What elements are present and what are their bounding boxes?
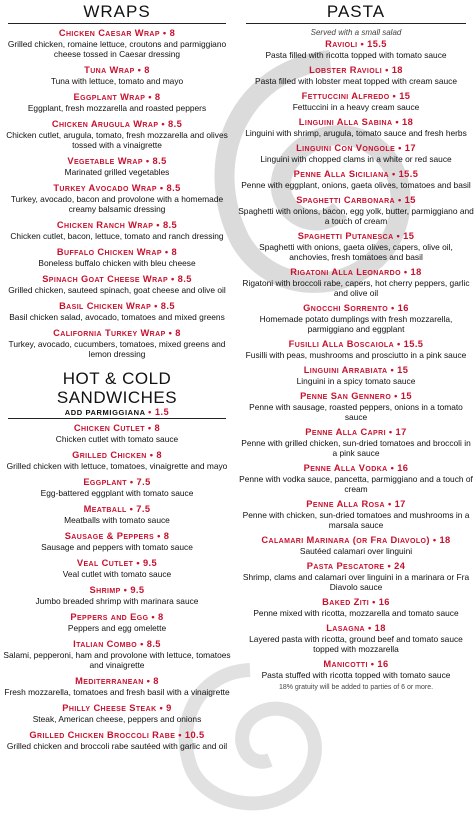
menu-item-name: Peppers and Egg • 8 <box>70 612 164 622</box>
pasta-list <box>238 39 474 680</box>
menu-item-name: Chicken Caesar Wrap • 8 <box>58 28 176 38</box>
menu-item <box>238 535 474 556</box>
menu-item-name: Turkey Avocado Wrap • 8.5 <box>53 183 181 193</box>
menu-item-description: Grilled chicken, romaine lettuce, croutons and parmiggiano cheese tossed in Caesar dressing <box>7 39 227 59</box>
menu-item <box>0 612 234 633</box>
menu-item-name: Mediterranean • 8 <box>75 676 159 686</box>
menu-item <box>0 477 234 498</box>
menu-item-description: Penne with grilled chicken, sun-dried tomatoes and broccoli in a pink sauce <box>241 438 471 458</box>
menu-item-description: Jumbo breaded shrimp with marinara sauce <box>35 596 199 606</box>
menu-item <box>238 499 474 530</box>
sandwiches-header <box>0 369 234 418</box>
parmiggiana-label: ADD PARMIGGIANA <box>64 408 146 417</box>
menu-item-description: Basil chicken salad, avocado, tomatoes and mixed greens <box>9 312 225 322</box>
menu-item <box>0 156 234 177</box>
menu-item-name: Penne Alla Siciliana • 15.5 <box>293 169 419 179</box>
right-column <box>238 0 474 691</box>
menu-item-name: Calamari Marinara (or Fra Diavolo) • 18 <box>261 535 451 545</box>
menu-item <box>238 143 474 164</box>
menu-item-name: Tuna Wrap • 8 <box>84 65 150 75</box>
wraps-list <box>0 28 234 359</box>
menu-item-description: Steak, American cheese, peppers and onions <box>32 714 202 724</box>
menu-item <box>238 65 474 86</box>
menu-item-name: Vegetable Wrap • 8.5 <box>67 156 167 166</box>
menu-item-description: Grilled chicken, sauteed spinach, goat cheese and olive oil <box>8 285 226 295</box>
menu-item-name: Linguini Con Vongole • 17 <box>296 143 416 153</box>
menu-item-description: Spaghetti with onions, gaeta olives, capers, olive oil, anchovies, fresh tomatoes and basil <box>259 242 453 262</box>
menu-item-name: Penne Alla Rosa • 17 <box>306 499 406 509</box>
left-column <box>0 0 234 751</box>
wraps-divider <box>8 23 226 24</box>
menu-item <box>0 423 234 444</box>
parmiggiana-price: • 1.5 <box>148 407 170 417</box>
menu-item-name: Shrimp • 9.5 <box>89 585 145 595</box>
menu-item-description: Grilled chicken with lettuce, tomatoes, vinaigrette and mayo <box>6 461 228 471</box>
menu-item-name: Pasta Pescatore • 24 <box>306 561 406 571</box>
menu-item-description: Pasta stuffed with ricotta topped with tomato sauce <box>261 670 451 680</box>
menu-item <box>0 119 234 150</box>
menu-item-description: Sausage and peppers with tomato sauce <box>41 542 193 552</box>
pasta-divider <box>246 23 466 24</box>
menu-item-description: Eggplant, fresh mozzarella and roasted peppers <box>27 103 207 113</box>
menu-item <box>238 39 474 60</box>
menu-item <box>238 267 474 298</box>
menu-item-name: Veal Cutlet • 9.5 <box>76 558 158 568</box>
menu-item-description: Linguini in a spicy tomato sauce <box>296 376 416 386</box>
menu-item-name: Fettuccini Alfredo • 15 <box>301 91 411 101</box>
menu-item-description: Rigatoni with broccoli rabe, capers, hot cherry peppers, garlic and olive oil <box>242 278 470 298</box>
menu-item <box>0 28 234 59</box>
gratuity-footnote: 18% gratuity will be added to parties of 6 or more. <box>278 684 434 691</box>
menu-item <box>238 365 474 386</box>
menu-item-description: Peppers and egg omelette <box>67 623 167 633</box>
menu-item-description: Marinated grilled vegetables <box>64 167 170 177</box>
menu-item <box>238 623 474 654</box>
menu-item-name: Gnocchi Sorrento • 16 <box>303 303 409 313</box>
menu-item <box>238 597 474 618</box>
menu-item-name: Meatball • 7.5 <box>83 504 151 514</box>
menu-item <box>0 301 234 322</box>
menu-item-name: Grilled Chicken • 8 <box>72 450 162 460</box>
menu-item-description: Pasta filled with ricotta topped with tomato sauce <box>265 50 447 60</box>
menu-item-name: Chicken Ranch Wrap • 8.5 <box>56 220 178 230</box>
menu-item-description: Salami, pepperoni, ham and provolone with lettuce, tomatoes and vinaigrette <box>3 650 231 670</box>
menu-item <box>238 427 474 458</box>
menu-item-name: Spinach Goat Cheese Wrap • 8.5 <box>42 274 192 284</box>
pasta-heading: PASTA <box>326 2 386 21</box>
menu-item <box>0 328 234 359</box>
menu-item-name: Basil Chicken Wrap • 8.5 <box>59 301 175 311</box>
menu-item-description: Turkey, avocado, cucumbers, tomatoes, mixed greens and lemon dressing <box>8 339 226 359</box>
menu-item-name: Linguini Arrabiata • 15 <box>303 365 409 375</box>
menu-item <box>0 247 234 268</box>
menu-item <box>238 463 474 494</box>
menu-item <box>0 558 234 579</box>
parmiggiana-addon <box>0 407 234 418</box>
menu-item-description: Shrimp, clams and calamari over linguini in a marinara or Fra Diavolo sauce <box>242 572 470 592</box>
menu-item-name: California Turkey Wrap • 8 <box>53 328 181 338</box>
menu-item <box>0 585 234 606</box>
menu-item <box>0 450 234 471</box>
menu-item <box>238 117 474 138</box>
menu-item-description: Veal cutlet with tomato sauce <box>62 569 172 579</box>
menu-item-description: Grilled chicken and broccoli rabe sautéed with garlic and oil <box>6 741 228 751</box>
menu-item <box>0 703 234 724</box>
menu-item-name: Buffalo Chicken Wrap • 8 <box>56 247 178 257</box>
menu-item <box>238 391 474 422</box>
menu-item <box>0 676 234 697</box>
menu-item-name: Penne San Gennero • 15 <box>300 391 412 401</box>
menu-item-name: Lobster Ravioli • 18 <box>309 65 403 75</box>
menu-item <box>238 169 474 190</box>
menu-item <box>238 659 474 680</box>
menu-item-description: Penne with eggplant, onions, gaeta olives, tomatoes and basil <box>241 180 471 190</box>
menu-item-description: Fusilli with peas, mushrooms and prosciutto in a pink sauce <box>245 350 467 360</box>
menu-item-description: Homemade potato dumplings with fresh mozzarella, parmiggiano and eggplant <box>259 314 453 334</box>
menu-item <box>0 65 234 86</box>
menu-item-name: Fusilli Alla Boscaiola • 15.5 <box>288 339 424 349</box>
menu-item-name: Spaghetti Carbonara • 15 <box>296 195 416 205</box>
menu-item <box>238 91 474 112</box>
menu-item-name: Penne Alla Vodka • 16 <box>303 463 409 473</box>
menu-item-name: Sausage & Peppers • 8 <box>64 531 170 541</box>
menu-item-description: Fresh mozzarella, tomatoes and fresh basil with a vinaigrette <box>4 687 230 697</box>
menu-item-description: Tuna with lettuce, tomato and mayo <box>50 76 184 86</box>
menu-item-name: Chicken Arugula Wrap • 8.5 <box>51 119 183 129</box>
menu-item-description: Chicken cutlet, arugula, tomato, fresh mozzarella and olives tossed with a vinaigrette <box>6 130 228 150</box>
menu-item-description: Egg-battered eggplant with tomato sauce <box>40 488 194 498</box>
menu-item-description: Penne with vodka sauce, pancetta, parmiggiano and a touch of cream <box>239 474 473 494</box>
menu-item-name: Philly Cheese Steak • 9 <box>62 703 172 713</box>
menu-item <box>0 92 234 113</box>
menu-item-name: Spaghetti Putanesca • 15 <box>297 231 415 241</box>
menu-item-description: Penne mixed with ricotta, mozzarella and tomato sauce <box>253 608 459 618</box>
menu-item-description: Turkey, avocado, bacon and provolone with a homemade creamy balsamic dressing <box>10 194 224 214</box>
menu-item <box>238 339 474 360</box>
menu-item-description: Sautéed calamari over linguini <box>299 546 413 556</box>
menu-item <box>0 531 234 552</box>
menu-item-name: Manicotti • 16 <box>323 659 389 669</box>
menu-item-description: Linguini with shrimp, arugula, tomato sauce and fresh herbs <box>245 128 467 138</box>
menu-item-description: Chicken cutlet with tomato sauce <box>55 434 179 444</box>
menu-item <box>0 183 234 214</box>
menu-item <box>238 303 474 334</box>
menu-item-description: Linguini with chopped clams in a white or red sauce <box>260 154 452 164</box>
menu-item-name: Grilled Chicken Broccoli Rabe • 10.5 <box>29 730 205 740</box>
menu-item-name: Eggplant Wrap • 8 <box>73 92 161 102</box>
menu-item <box>0 274 234 295</box>
menu-item-name: Penne Alla Capri • 17 <box>305 427 407 437</box>
menu-item <box>0 639 234 670</box>
menu-item-description: Layered pasta with ricotta, ground beef and tomato sauce topped with mozzarella <box>249 634 463 654</box>
menu-item-description: Spaghetti with onions, bacon, egg yolk, butter, parmiggiano and a touch of cream <box>238 206 474 226</box>
menu-item-name: Baked Ziti • 16 <box>322 597 390 607</box>
menu-item-name: Linguini Alla Sabina • 18 <box>298 117 414 127</box>
menu-item-name: Eggplant • 7.5 <box>83 477 151 487</box>
menu-item <box>0 504 234 525</box>
menu-item <box>238 231 474 262</box>
menu-item-name: Rigatoni Alla Leonardo • 18 <box>290 267 422 277</box>
menu-item-description: Penne with sausage, roasted peppers, onions in a tomato sauce <box>249 402 463 422</box>
menu-item-name: Lasagna • 18 <box>326 623 386 633</box>
menu-item-description: Pasta filled with lobster meat topped with cream sauce <box>254 76 458 86</box>
menu-item-name: Ravioli • 15.5 <box>325 39 387 49</box>
menu-item-description: Meatballs with tomato sauce <box>64 515 170 525</box>
menu-item <box>0 730 234 751</box>
wraps-heading: WRAPS <box>83 2 151 21</box>
sandwiches-divider <box>8 418 226 419</box>
sandwiches-heading: HOT & COLD SANDWICHES <box>56 369 178 407</box>
menu-item <box>238 561 474 592</box>
sandwiches-list <box>0 423 234 751</box>
pasta-note: Served with a small salad <box>310 28 402 37</box>
menu-item-description: Penne with chicken, sun-dried tomatoes and mushrooms in a marsala sauce <box>242 510 470 530</box>
menu-item <box>238 195 474 226</box>
menu-item-description: Fettuccini in a heavy cream sauce <box>292 102 420 112</box>
menu-item-name: Italian Combo • 8.5 <box>73 639 161 649</box>
menu-item-description: Boneless buffalo chicken with bleu cheese <box>38 258 196 268</box>
menu-item-description: Chicken cutlet, bacon, lettuce, tomato and ranch dressing <box>10 231 224 241</box>
menu-item-name: Chicken Cutlet • 8 <box>73 423 161 433</box>
menu-item <box>0 220 234 241</box>
